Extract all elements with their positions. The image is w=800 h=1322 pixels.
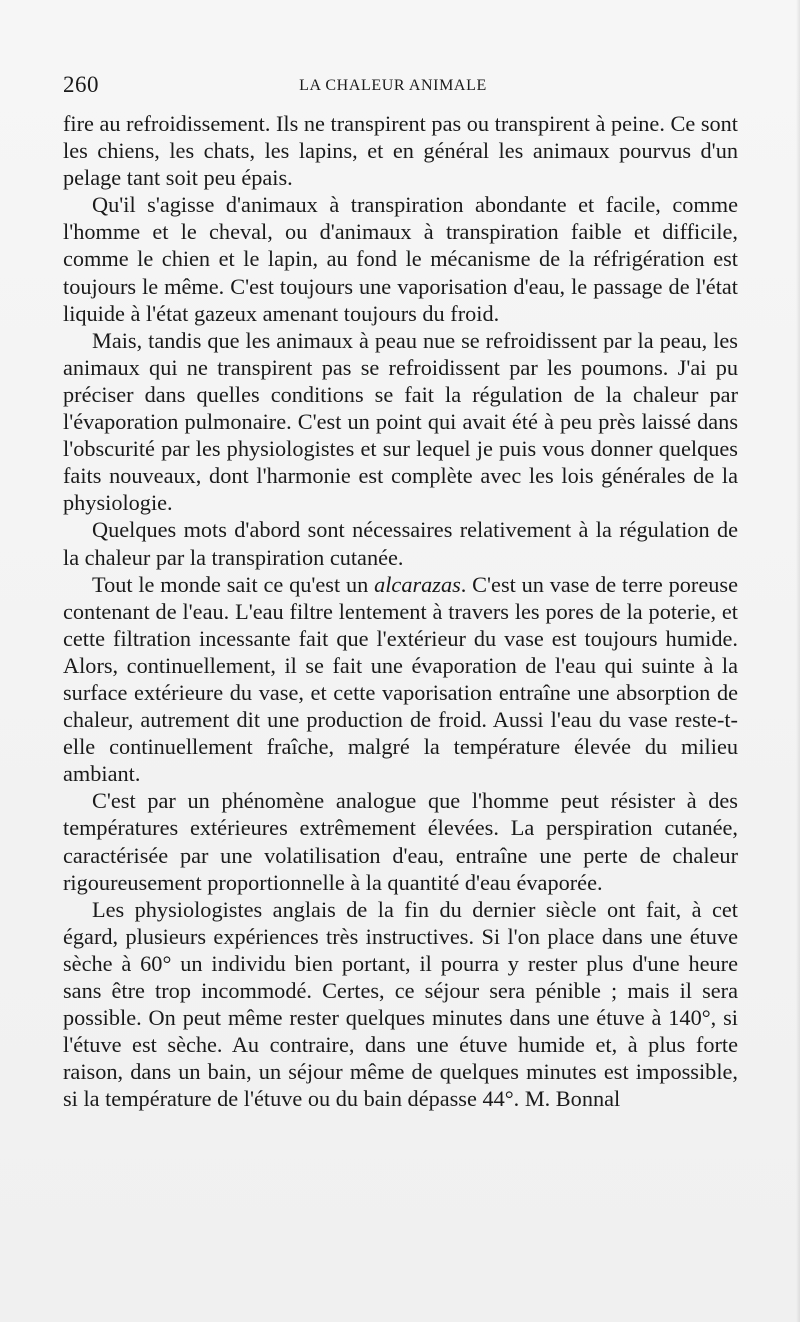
paragraph: Les physiologistes anglais de la fin du dernier siècle ont fait, à cet égard, plusieurs expériences très instructives. Si l'on place dans une étuve sèche à 60° un individu bien portant, il pourra y rester plus d'une heure sans être trop incommodé. Certes, ce séjour sera pénible ; mais il sera possible. On peut même rester quelques minutes dans une étuve à 140°, si l'étuve est sèche. Au contraire, dans une étuve humide et, à plus forte raison, dans un bain, un séjour même de quelques minutes est impossible, si la température de l'étuve ou du bain dépasse 44°. M. Bonnal [63,896,738,1112]
paragraph: Mais, tandis que les animaux à peau nue se refroidissent par la peau, les animaux qui ne transpirent pas se refroidissent par les poumons. J'ai pu préciser dans quelles conditions se fait la régulation de la chaleur par l'évaporation pulmonaire. C'est un point qui avait été à peu près laissé dans l'obscurité par les physiologistes et sur lequel je puis vous donner quelques faits nouveaux, dont l'harmonie est complète avec les lois générales de la physiologie. [63,327,738,516]
page-edge-shadow [796,0,800,1322]
paragraph: C'est par un phénomène analogue que l'homme peut résister à des températures extérieures extrêmement élevées. La perspiration cutanée, caractérisée par une volatilisation d'eau, entraîne une perte de chaleur rigoureusement proportionnelle à la quantité d'eau évaporée. [63,788,738,895]
paragraph: Tout le monde sait ce qu'est un alcarazas. C'est un vase de terre poreuse contenant de l'eau. L'eau filtre lentement à travers les pores de la poterie, et cette filtration incessante fait que l'extérieur du vase est toujours humide. Alors, continuellement, il se fait une évaporation de l'eau qui suinte à la surface extérieure du vase, et cette vaporisation entraîne une absorption de chaleur, autrement dit une production de froid. Aussi l'eau du vase reste-t-elle continuellement fraîche, malgré la température élevée du milieu ambiant. [63,571,738,787]
paragraph: fire au refroidissement. Ils ne transpirent pas ou transpirent à peine. Ce sont les chiens, les chats, les lapins, et en général les animaux pourvus d'un pelage tant soit peu épais. [63,111,738,191]
body-text [63,110,738,1112]
italic-term: alcarazas [374,571,461,597]
page-header [63,72,723,102]
paragraph: Qu'il s'agisse d'animaux à transpiration abondante et facile, comme l'homme et le cheval, ou d'animaux à transpiration faible et difficile, comme le chien et le lapin, au fond le mécanisme de la réfrigération est toujours le même. C'est toujours une vaporisation d'eau, le passage de l'état liquide à l'état gazeux amenant toujours du froid. [63,192,738,326]
page-number: 260 [63,72,99,97]
running-title: LA CHALEUR ANIMALE [299,77,487,94]
paragraph: Quelques mots d'abord sont nécessaires relativement à la régulation de la chaleur par la transpiration cutanée. [63,517,738,570]
